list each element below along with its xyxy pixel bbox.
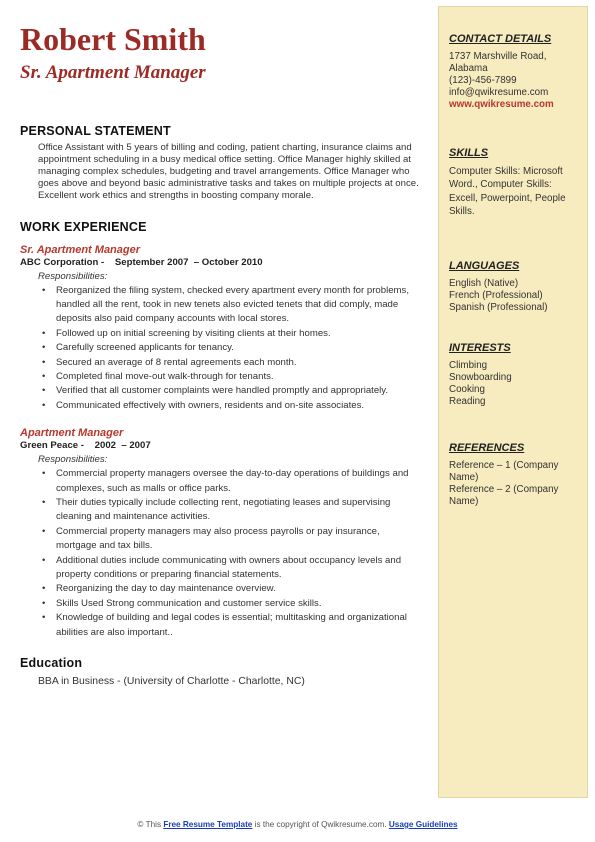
- candidate-title: Sr. Apartment Manager: [20, 62, 206, 83]
- footer-prefix: © This: [137, 820, 164, 829]
- references-heading: REFERENCES: [449, 442, 525, 454]
- personal-statement-text: Office Assistant with 5 years of billing and coding, patient charting, insurance claims and appointment scheduling in a busy medical office setting. Office Manager highly skilled at managing complex schedules, budgeting and travel arrangements. Office Manager who goes above and beyond basic administrative tasks and takes on multiple projects at once. Excellent work ethics and strengths in boosting company morale.: [38, 142, 419, 201]
- footer-copyright-text: is the copyright of Qwikresume.com.: [252, 820, 389, 829]
- language-item: English (Native): [449, 278, 519, 289]
- job-title: Sr. Apartment Manager: [20, 243, 141, 256]
- skills-heading: SKILLS: [449, 147, 489, 159]
- language-item: French (Professional): [449, 290, 543, 301]
- contact-phone: (123)-456-7899: [449, 75, 517, 86]
- responsibilities-label: Responsibilities:: [38, 270, 108, 282]
- personal-statement-heading: PERSONAL STATEMENT: [20, 124, 171, 138]
- education-entry: BBA in Business - (University of Charlotte - Charlotte, NC): [38, 676, 305, 688]
- list-item: • Verified that all customer complaints were handled promptly and appropriately.: [56, 384, 422, 398]
- skills-section: [449, 147, 581, 219]
- footer: [0, 820, 595, 829]
- candidate-name: Robert Smith: [20, 21, 206, 57]
- list-item: • Followed up on initial screening by visiting clients at their homes.: [56, 327, 422, 341]
- interests-section: [449, 342, 581, 408]
- job-entry: [20, 427, 422, 640]
- education-section: [20, 656, 422, 688]
- job-title: Apartment Manager: [20, 427, 124, 440]
- list-item: • Communicated effectively with owners, residents and on-site associates.: [56, 399, 422, 413]
- personal-statement-section: [20, 124, 422, 202]
- job-company-dates: ABC Corporation - September 2007 – October 2010: [20, 256, 263, 268]
- list-item: • Carefully screened applicants for tenancy.: [56, 341, 422, 355]
- work-experience-section: [20, 220, 422, 641]
- contact-address: 1737 Marshville Road, Alabama: [449, 51, 547, 74]
- list-item: • Skills Used Strong communication and customer service skills.: [56, 597, 422, 611]
- list-item: • Commercial property managers oversee the day-to-day operations of buildings and complexes, such as malls or office parks.: [56, 467, 422, 496]
- list-item: • Commercial property managers may also process payrolls or pay insurance, mortgage and tax bills.: [56, 525, 422, 554]
- sidebar: [438, 6, 588, 798]
- references-section: [449, 442, 581, 508]
- list-item: • Additional duties include communicating with owners about occupancy levels and property conditions or preparing financial statements.: [56, 554, 422, 583]
- skills-text: Computer Skills: Microsoft Word., Computer Skills: Excell, Powerpoint, People Skills.: [449, 166, 566, 218]
- responsibilities-list: [20, 467, 422, 640]
- contact-section: [449, 33, 581, 111]
- list-item: • Completed final move-out walk-through for tenants.: [56, 370, 422, 384]
- list-item: • Reorganized the filing system, checked every apartment every month for problems, handled all the rent, took in new tenets also evicted tenets that did comply, made deposits also paid company accounts with local stores.: [56, 284, 422, 327]
- language-item: Spanish (Professional): [449, 302, 548, 313]
- interest-item: Cooking: [449, 384, 485, 395]
- contact-email[interactable]: info@qwikresume.com: [449, 87, 549, 98]
- reference-item: Reference – 2 (Company Name): [449, 484, 559, 507]
- list-item: • Reorganizing the day to day maintenance overview.: [56, 582, 422, 596]
- reference-item: Reference – 1 (Company Name): [449, 460, 559, 483]
- work-experience-heading: WORK EXPERIENCE: [20, 219, 147, 234]
- contact-heading: CONTACT DETAILS: [449, 33, 552, 45]
- list-item: • Knowledge of building and legal codes is essential; multitasking and organizational abilities are also important..: [56, 611, 422, 640]
- responsibilities-list: [20, 284, 422, 414]
- main-column: [20, 20, 422, 688]
- list-item: • Secured an average of 8 rental agreements each month.: [56, 356, 422, 370]
- interest-item: Reading: [449, 396, 486, 407]
- job-entry: [20, 244, 422, 414]
- interest-item: Climbing: [449, 360, 488, 371]
- job-company-dates: Green Peace - 2002 – 2007: [20, 440, 151, 452]
- free-resume-template-link[interactable]: Free Resume Template: [163, 820, 253, 829]
- education-heading: Education: [20, 656, 83, 671]
- contact-website[interactable]: www.qwikresume.com: [449, 99, 554, 110]
- usage-guidelines-link[interactable]: Usage Guidelines: [388, 820, 458, 829]
- responsibilities-label: Responsibilities:: [38, 454, 108, 466]
- list-item: • Their duties typically include collecting rent, negotiating leases and supervising cleaning and maintenance activities.: [56, 496, 422, 525]
- interest-item: Snowboarding: [449, 372, 512, 383]
- interests-heading: INTERESTS: [449, 342, 511, 354]
- languages-heading: LANGUAGES: [449, 260, 520, 272]
- languages-section: [449, 260, 581, 314]
